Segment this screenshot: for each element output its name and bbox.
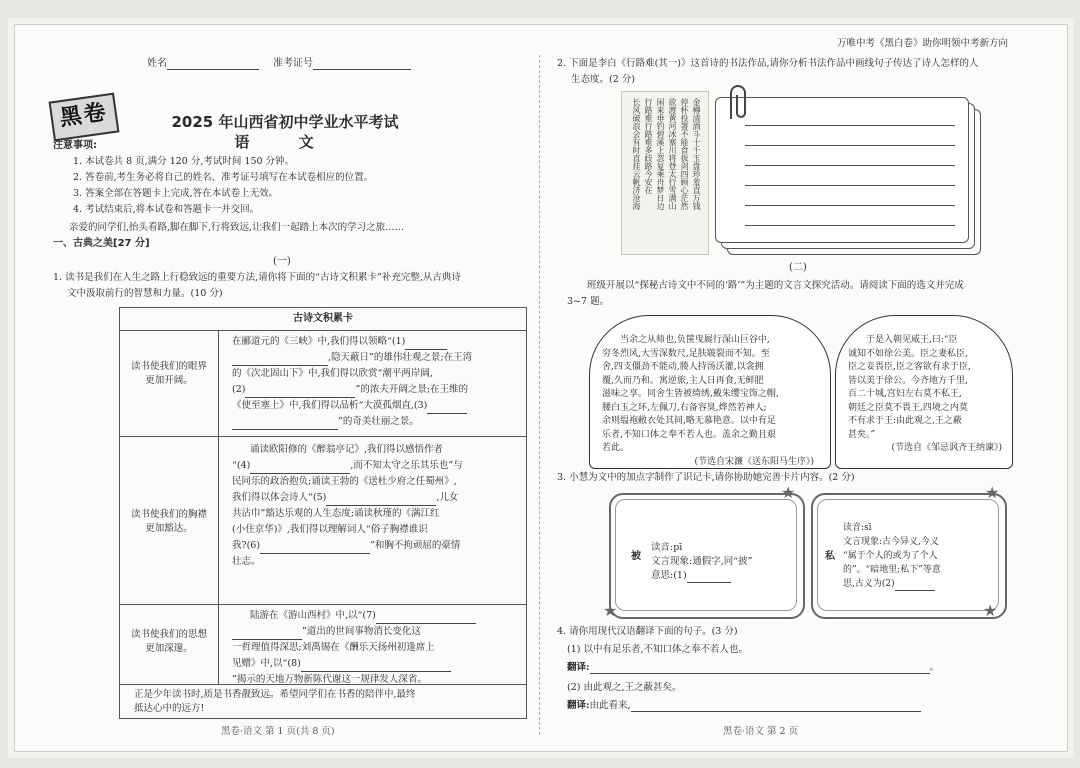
star-icon: ★ <box>781 483 796 502</box>
name-field: 姓名 <box>147 57 259 70</box>
note-item: 3. 答案全部在答题卡上完成,答在本试卷上无效。 <box>73 188 279 199</box>
page-footer-right: 黑卷·语文 第 2 页 <box>723 726 799 737</box>
q4-text: 4. 请你用现代汉语翻译下面的句子。(3 分) <box>557 626 738 637</box>
q4-translate-1: 翻译: 。 <box>567 662 940 673</box>
part-two-label: (二) <box>789 262 807 273</box>
word-card-2: 私 读音:sī 文言现象:古今异义,今义 “属于个人的或为了个人 的”。“暗地里;私下”等意 思,古义为(2) ★ ★ <box>811 493 1007 619</box>
card-row-content: 陆游在《游山西村》中,以“(7) ”道出的世间事物消长变化这 一哲理值得深思;刘禹锡在《酬乐天扬州初逢席上 见赠》中,以“(8) ”揭示的天地万物新陈代谢这一规律发人深省。 <box>232 608 522 688</box>
paperclip-icon <box>721 83 755 123</box>
passage-right: 于是入朝见威王,曰:“臣 诚知不如徐公美。臣之妻私臣, 臣之妾畏臣,臣之客欲有求于臣, 皆以美于徐公。今齐地方千里, 百二十城,宫妇左右莫不私王, 朝廷之臣莫不畏王,四境之内莫 不有求于王:由此观之,王之蔽 甚矣。” (节选自《邹忌讽齐王纳谏》) <box>835 315 1013 469</box>
notes-heading: 注意事项: <box>53 140 97 151</box>
star-icon: ★ <box>985 483 1000 502</box>
card-row-label: 读书使我们的思想 更加深邃。 <box>130 629 207 654</box>
q4-translate-2: 翻译:由此看来, <box>567 699 921 712</box>
q4-sentence-2: (2) 由此观之,王之蔽甚矣。 <box>567 682 682 693</box>
accumulation-card <box>119 307 527 719</box>
greeting: 亲爱的同学们,抬头看路,脚在脚下,行将致远,让我们一起踏上本次的学习之旅…… <box>69 222 405 233</box>
calligraphy-text: 金樽清酒斗十千玉盘珍羞直万钱 停杯投箸不能食拔剑四顾心茫然 欲渡黄河冰塞川将登太行雪满山 闲来垂钓碧溪上忽复乘舟梦日边 行路难行路难多歧路今安在 长风破浪会有时直挂云帆济沧海 <box>632 98 701 210</box>
ticket-field: 准考证号 <box>273 57 411 70</box>
note-item: 1. 本试卷共 8 页,满分 120 分,考试时间 150 分钟。 <box>73 156 295 167</box>
heijuan-stamp: 黑卷 <box>49 93 120 142</box>
part-one-label: (一) <box>273 256 291 267</box>
header-slogan: 万唯中考《黑白卷》助你明领中考新方向 <box>837 38 1009 49</box>
exam-subject: 语 文 <box>234 133 336 151</box>
exam-sheet <box>14 24 1068 752</box>
word-card-char: 被 <box>631 551 641 562</box>
card-footer: 正是少年读书时,质是书香靓致远。希望同学们在书香的陪伴中,最终 抵达心中的远方! <box>134 689 416 714</box>
star-icon: ★ <box>603 601 618 620</box>
q1-text: 1. 读书是我们在人生之路上行稳致远的重要方法,请你将下面的“古诗文积累卡”补充完整,从古典诗 <box>53 272 461 283</box>
card-row-content: 诵读欧阳修的《醉翁亭记》,我们得以感悟作者 “(4) ,而不知太守之乐其乐也”与 民同乐的政治抱负;诵读王勃的《送杜少府之任蜀州》, 我们得以体会诗人“(5) ,儿女 共沾巾”豁达乐观的人生态度;诵读秋瑾的《满江红 (小住京华)》,我们得以理解词人“俗子胸襟谁识 我?(6) ”和胸不拘顽屈的豪情 壮志。 <box>232 444 463 567</box>
note-item: 4. 考试结束后,将本试卷和答题卡一并交回。 <box>73 204 260 215</box>
page-footer-left: 黑卷·语文 第 1 页(共 8 页) <box>221 726 335 737</box>
star-icon: ★ <box>983 601 998 620</box>
q1-text: 文中汲取前行的智慧和力量。(10 分) <box>67 288 223 299</box>
passage-right-source: (节选自《邹忌讽齐王纳谏》) <box>891 443 1002 453</box>
word-card-char: 私 <box>825 551 835 562</box>
q3-text: 3. 小慧为文中的加点字制作了识记卡,请你协助她完善卡片内容。(2 分) <box>557 472 855 483</box>
card-row-label: 读书使我们的眼界 更加开阔。 <box>130 361 207 386</box>
q2-text: 生态度。(2 分) <box>571 74 635 85</box>
card-title: 古诗文积累卡 <box>120 308 526 331</box>
passage-left-source: (节选自宋濂《送东阳马生序》) <box>694 456 814 467</box>
section1-heading: 一、古典之美[27 分] <box>53 238 150 249</box>
passage-intro: 3~7 题。 <box>567 296 610 307</box>
word-card-1: 被 读音:pī 文言现象:通假字,同“披” 意思:(1) ★ ★ <box>609 493 805 619</box>
card-row-content: 在郦道元的《三峡》中,我们得以领略“(1) ,隐天蔽日”的雄伟壮观之景;在王湾 的《次北固山下》中,我们得以欣赏“潮平两岸阔, (2) ”的浓夫开阔之景;在王维的 《使至塞上》中,我们得以品析“大漠孤烟直,(3) ”的奇美壮丽之景。 <box>232 334 522 430</box>
note-item: 2. 答卷前,考生务必将自己的姓名、准考证号填写在本试卷相应的位置。 <box>73 172 374 183</box>
q4-sentence-1: (1) 以中有足乐者,不知口体之奉不若人也。 <box>567 644 748 655</box>
passage-intro: 班级开展以“探秘古诗文中不同的‘路’”为主题的文言文探究活动。请阅读下面的选文并完成 <box>587 280 964 291</box>
answer-notepad <box>715 97 985 257</box>
q2-text: 2. 下面是李白《行路难(其一)》这首诗的书法作品,请你分析书法作品中画线句子传达了诗人怎样的人 <box>557 58 979 69</box>
calligraphy-image <box>621 91 709 255</box>
exam-title: 2025 年山西省初中学业水平考试 <box>171 113 399 131</box>
card-row-label: 读书使我们的胸襟 更加豁达。 <box>130 509 207 534</box>
passage-left: 当余之从师也,负箧曳屣行深山巨谷中, 穷冬烈风,大雪深数尺,足肤皲裂而不知。至 舍,四支僵劲不能动,媵人持汤沃灌,以衾拥 覆,久而乃和。寓逆旅,主人日再食,无鲜肥 滋味之享。同舍生皆被绮绣,戴朱缨宝饰之帽, 腰白玉之环,左佩刀,右备容臭,烨然若神人; 余则缊袍敝衣处其间,略无慕艳意。以中有足 乐者,不知口体之奉不若人也。盖余之勤且艰 若此。 (节选自宋濂《送东阳马生序》) <box>589 315 831 469</box>
